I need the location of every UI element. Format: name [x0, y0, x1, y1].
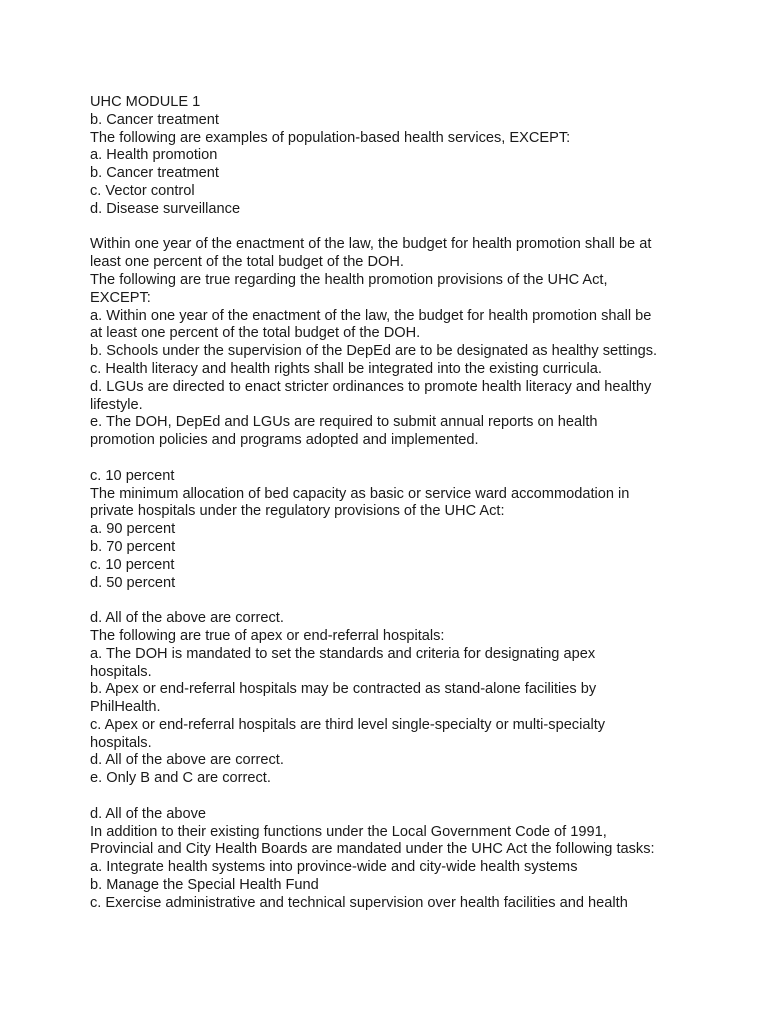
- text-line: d. All of the above: [90, 805, 207, 822]
- text-line: promotion policies and programs adopted and implemented.: [90, 432, 479, 449]
- text-line: d. All of the above are correct.: [90, 610, 284, 627]
- document-title: UHC MODULE 1: [90, 94, 201, 110]
- text-line: d. 50 percent: [90, 574, 176, 591]
- blank-line: [90, 219, 690, 237]
- text-line: d. Disease surveillance: [90, 200, 241, 217]
- text-line: a. Health promotion: [90, 147, 218, 164]
- text-line: a. Within one year of the enactment of the law, the budget for health promotion shall be: [90, 307, 652, 324]
- text-line: a. 90 percent: [90, 521, 176, 538]
- text-line: hospitals.: [90, 663, 152, 680]
- text-line: c. Health literacy and health rights shall be integrated into the existing curricula.: [90, 360, 602, 377]
- text-line: lifestyle.: [90, 396, 143, 413]
- text-line: The following are examples of population-based health services, EXCEPT:: [90, 129, 571, 146]
- text-line: private hospitals under the regulatory provisions of the UHC Act:: [90, 503, 505, 520]
- text-line: The following are true of apex or end-referral hospitals:: [90, 627, 445, 644]
- text-line: c. 10 percent: [90, 556, 175, 573]
- document-page: [90, 94, 690, 913]
- text-line: e. Only B and C are correct.: [90, 770, 271, 787]
- text-line: b. Cancer treatment: [90, 111, 219, 128]
- text-line: c. Vector control: [90, 182, 195, 199]
- text-line: a. The DOH is mandated to set the standards and criteria for designating apex: [90, 645, 596, 662]
- text-line: d. All of the above are correct.: [90, 752, 284, 769]
- text-line: PhilHealth.: [90, 699, 161, 716]
- text-line: Within one year of the enactment of the law, the budget for health promotion shall be at: [90, 236, 652, 253]
- text-line: d. LGUs are directed to enact stricter ordinances to promote health literacy and healthy: [90, 378, 652, 395]
- blank-line: [90, 450, 690, 468]
- text-line: EXCEPT:: [90, 289, 151, 306]
- blank-line: [90, 788, 690, 806]
- text-line: b. Apex or end-referral hospitals may be contracted as stand-alone facilities by: [90, 681, 597, 698]
- text-line: least one percent of the total budget of the DOH.: [90, 254, 404, 271]
- text-line: b. Cancer treatment: [90, 165, 219, 182]
- text-line: The minimum allocation of bed capacity as basic or service ward accommodation in: [90, 485, 630, 502]
- text-line: b. Manage the Special Health Fund: [90, 877, 319, 894]
- text-line: c. Apex or end-referral hospitals are third level single-specialty or multi-specialty: [90, 716, 606, 733]
- text-line: c. Exercise administrative and technical supervision over health facilities and health: [90, 894, 628, 911]
- text-line: b. 70 percent: [90, 538, 176, 555]
- text-line: In addition to their existing functions under the Local Government Code of 1991,: [90, 823, 607, 840]
- text-line: e. The DOH, DepEd and LGUs are required to submit annual reports on health: [90, 414, 598, 431]
- blank-line: [90, 592, 690, 610]
- text-line: a. Integrate health systems into province-wide and city-wide health systems: [90, 859, 578, 876]
- text-line: c. 10 percent: [90, 467, 175, 484]
- text-line: The following are true regarding the health promotion provisions of the UHC Act,: [90, 271, 608, 288]
- text-line: at least one percent of the total budget of the DOH.: [90, 325, 421, 342]
- text-line: hospitals.: [90, 734, 152, 751]
- text-line: b. Schools under the supervision of the DepEd are to be designated as healthy settings.: [90, 343, 658, 360]
- text-line: Provincial and City Health Boards are mandated under the UHC Act the following tasks:: [90, 841, 655, 858]
